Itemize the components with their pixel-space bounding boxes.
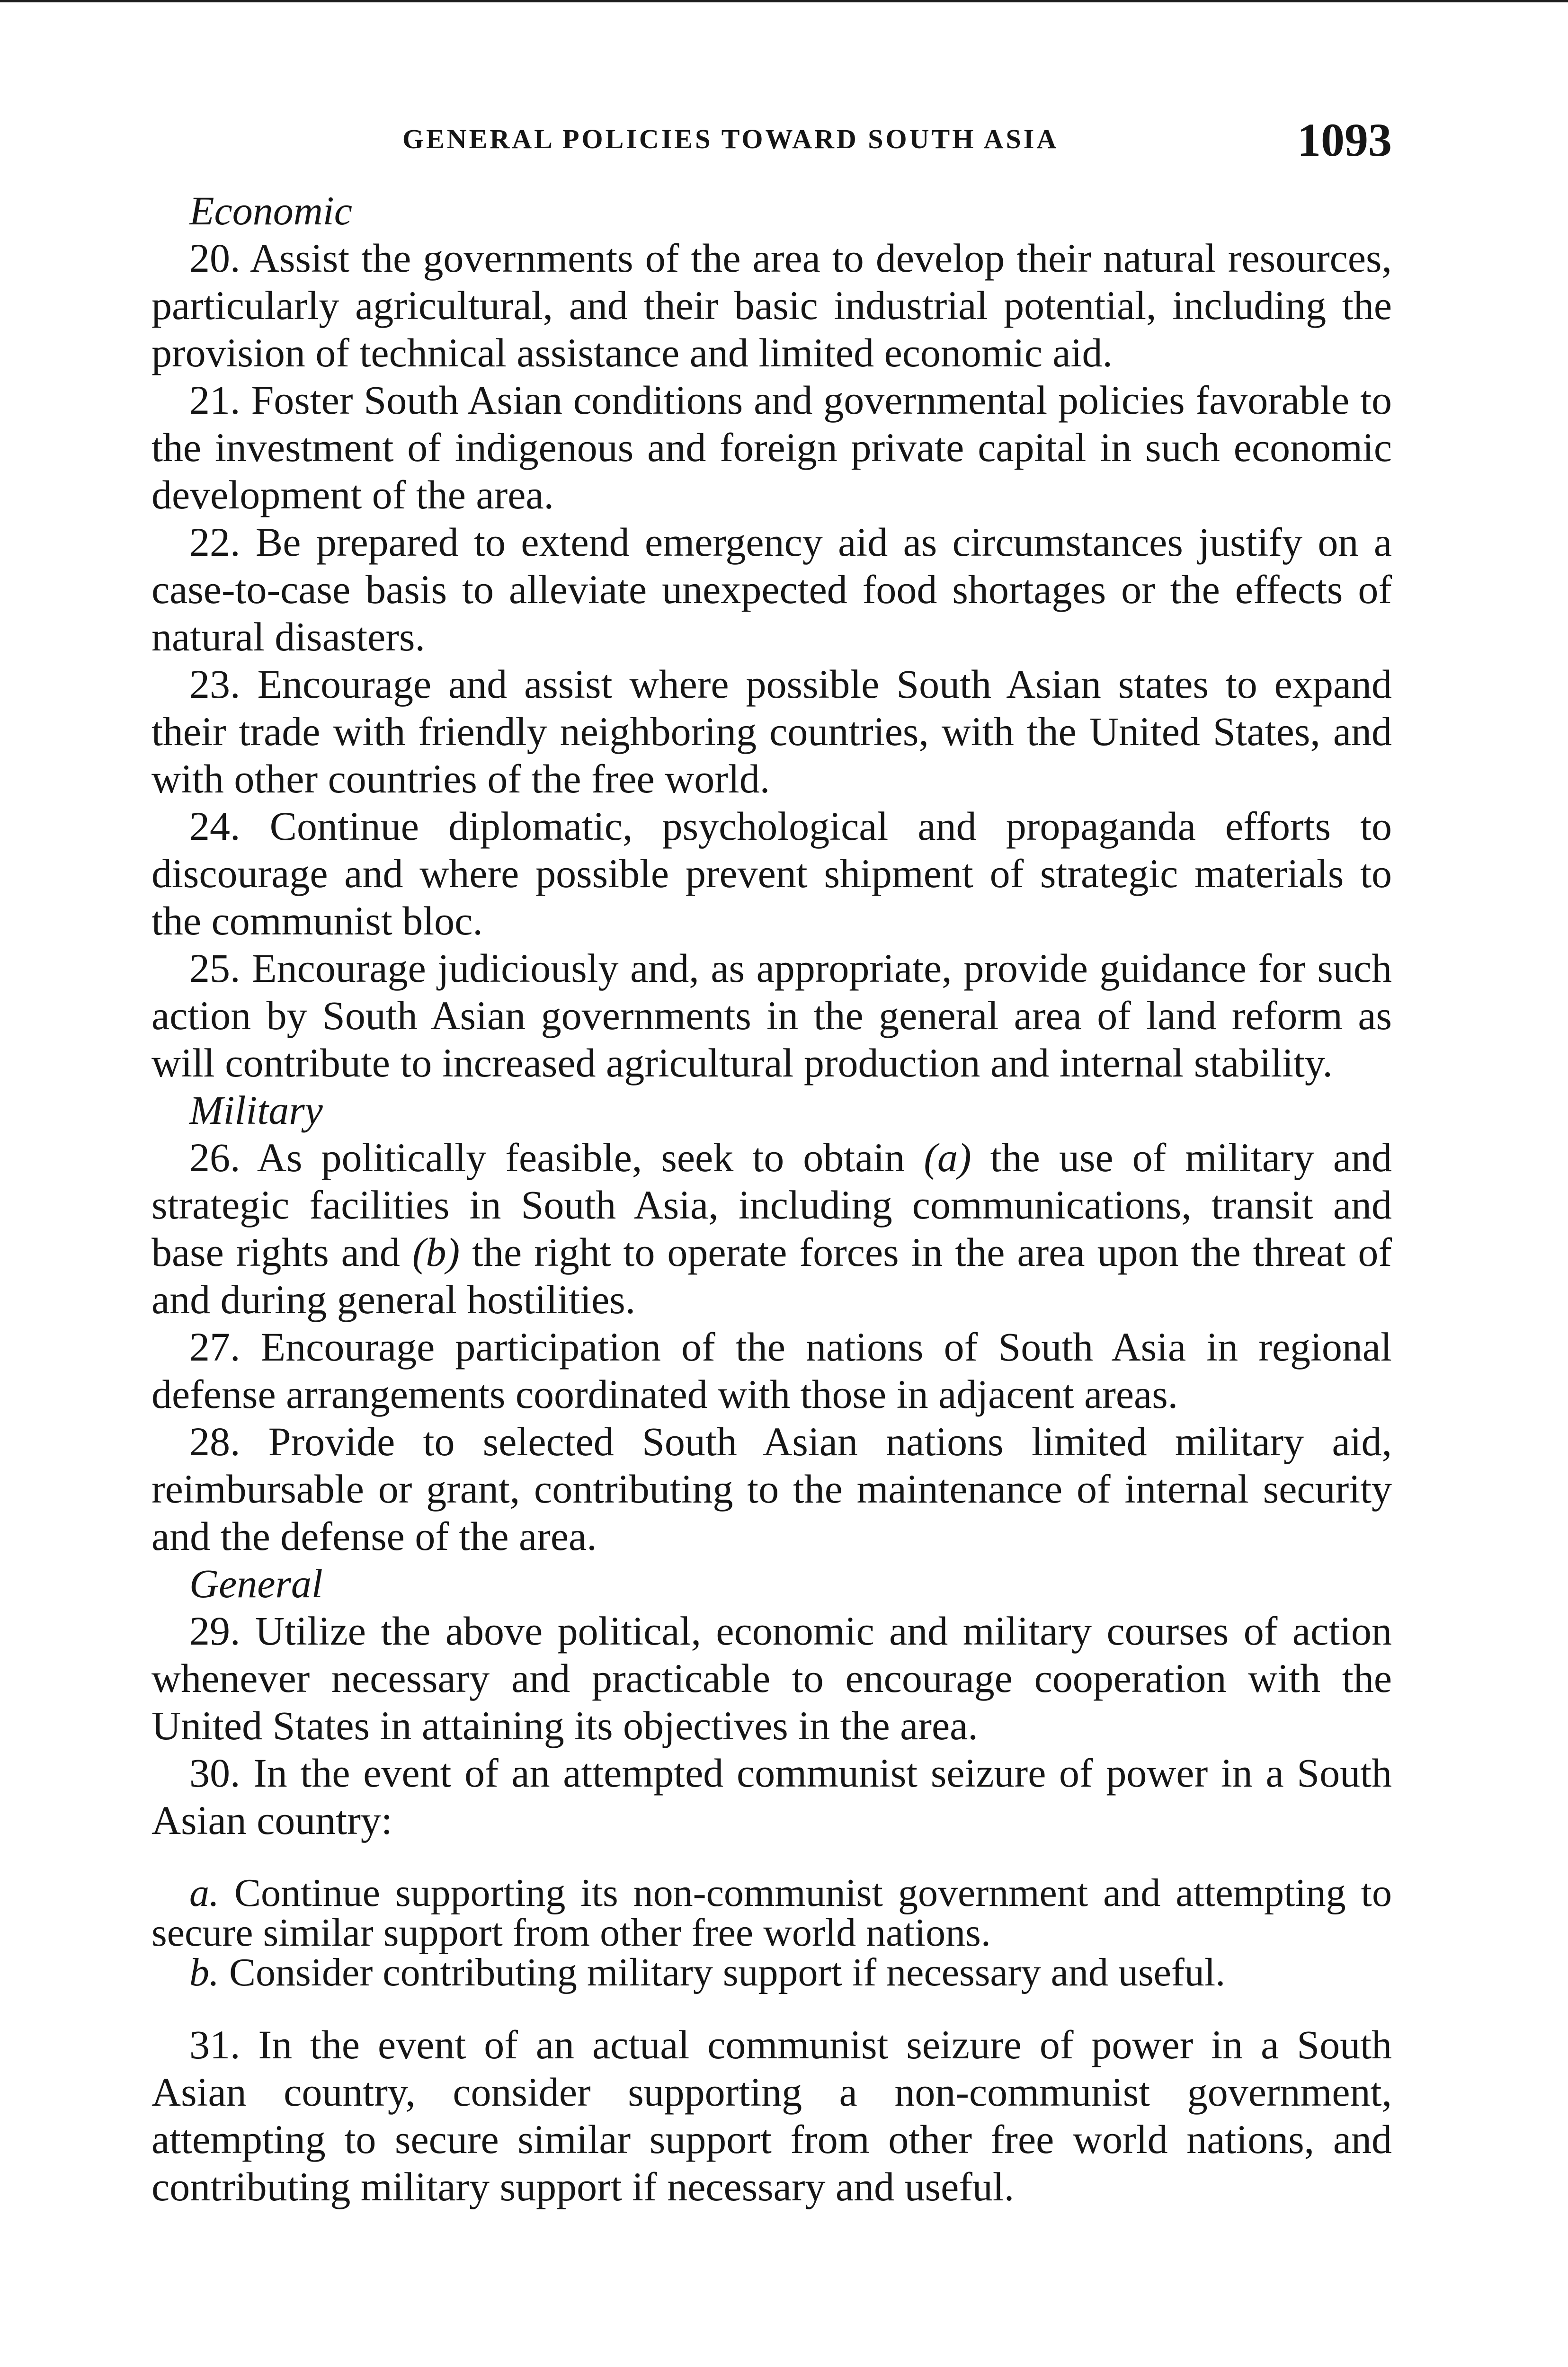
paragraph-22 bbox=[151, 518, 1392, 660]
paragraph-number: 22. bbox=[189, 519, 241, 565]
paragraph-text: Utilize the above political, economic and military courses of action whenever necessary and practicable to encourage cooperation with the United States in attaining its objectives in the area. bbox=[151, 1608, 1392, 1748]
paragraph-number: 21. bbox=[189, 377, 241, 423]
paragraph-number: 31. bbox=[189, 2022, 241, 2067]
paragraph-text-part1: As politically feasible, seek to obtain bbox=[257, 1135, 905, 1180]
paragraph-number: 27. bbox=[189, 1324, 241, 1370]
paragraph-text: In the event of an actual communist seizure of power in a South Asian country, consider supporting a non-communist government, attempting to secure similar support from other free world nations, and contributing military support if necessary and useful. bbox=[151, 2022, 1392, 2209]
subparagraph-30a bbox=[151, 1873, 1392, 1953]
page-number: 1093 bbox=[1297, 114, 1392, 166]
paragraph-31 bbox=[151, 2021, 1392, 2210]
subparagraph-text: Consider contributing military support if necessary and useful. bbox=[229, 1950, 1226, 1994]
paragraph-text: Assist the governments of the area to develop their natural resources, particularly agricultural, and their basic industrial potential, including the provision of technical assistance and limited economic aid. bbox=[151, 235, 1392, 375]
paragraph-24 bbox=[151, 802, 1392, 944]
subparagraph-letter: b. bbox=[189, 1950, 219, 1994]
top-rule bbox=[0, 0, 1568, 2]
paragraph-text: In the event of an attempted communist seizure of power in a South Asian country: bbox=[151, 1750, 1392, 1843]
paragraph-30 bbox=[151, 1749, 1392, 1844]
paragraph-text: Provide to selected South Asian nations limited military aid, reimbursable or grant, contributing to the maintenance of internal security and the defense of the area. bbox=[151, 1419, 1392, 1559]
paragraph-text-part2: the use of military and strategic facilities in South Asia, including communications, transit and base rights and bbox=[151, 1135, 1392, 1275]
paragraph-text: Foster South Asian conditions and governmental policies favorable to the investment of indigenous and foreign private capital in such economic development of the area. bbox=[151, 377, 1392, 517]
subparagraph-letter: a. bbox=[189, 1871, 219, 1915]
paragraph-text: Encourage participation of the nations of South Asia in regional defense arrangements coordinated with those in adjacent areas. bbox=[151, 1324, 1392, 1417]
paragraph-29 bbox=[151, 1607, 1392, 1749]
paragraph-number: 23. bbox=[189, 661, 241, 707]
subparagraph-30b bbox=[151, 1950, 1392, 1994]
paragraph-text: Continue diplomatic, psychological and propaganda efforts to discourage and where possible prevent shipment of strategic materials to the communist bloc. bbox=[151, 803, 1392, 943]
paragraph-text-part3: the right to operate forces in the area upon the threat of and during general hostilities. bbox=[151, 1229, 1392, 1322]
paragraph-number: 30. bbox=[189, 1750, 241, 1796]
paragraph-number: 25. bbox=[189, 945, 241, 991]
paragraph-26 bbox=[151, 1134, 1392, 1323]
page-header bbox=[151, 113, 1392, 169]
spacer bbox=[151, 1993, 1392, 2021]
paragraph-21 bbox=[151, 376, 1392, 518]
paragraph-28 bbox=[151, 1418, 1392, 1560]
page-body bbox=[151, 187, 1392, 2210]
paragraph-number: 29. bbox=[189, 1608, 241, 1654]
item-marker-a: (a) bbox=[924, 1135, 971, 1180]
paragraph-number: 20. bbox=[189, 235, 241, 281]
paragraph-23 bbox=[151, 660, 1392, 802]
paragraph-text: Encourage judiciously and, as appropriate, provide guidance for such action by South Asian governments in the general area of land reform as will contribute to increased agricultural production and internal stability. bbox=[151, 945, 1392, 1086]
running-head: GENERAL POLICIES TOWARD SOUTH ASIA bbox=[402, 124, 1059, 154]
section-heading-military: Military bbox=[189, 1087, 323, 1133]
item-marker-b: (b) bbox=[412, 1229, 460, 1275]
paragraph-number: 24. bbox=[189, 803, 241, 849]
paragraph-text: Be prepared to extend emergency aid as circumstances justify on a case-to-case basis to alleviate unexpected food shortages or the effects of natural disasters. bbox=[151, 519, 1392, 659]
paragraph-25 bbox=[151, 944, 1392, 1086]
section-heading-economic: Economic bbox=[189, 188, 352, 233]
paragraph-number: 28. bbox=[189, 1419, 241, 1464]
spacer bbox=[151, 1844, 1392, 1873]
paragraph-number: 26. bbox=[189, 1135, 241, 1180]
paragraph-27 bbox=[151, 1323, 1392, 1418]
paragraph-20 bbox=[151, 234, 1392, 376]
subparagraph-text: Continue supporting its non-communist government and attempting to secure similar support from other free world nations. bbox=[151, 1871, 1392, 1955]
section-heading-general: General bbox=[189, 1561, 323, 1606]
paragraph-text: Encourage and assist where possible South Asian states to expand their trade with friendly neighboring countries, with the United States, and with other countries of the free world. bbox=[151, 661, 1392, 801]
